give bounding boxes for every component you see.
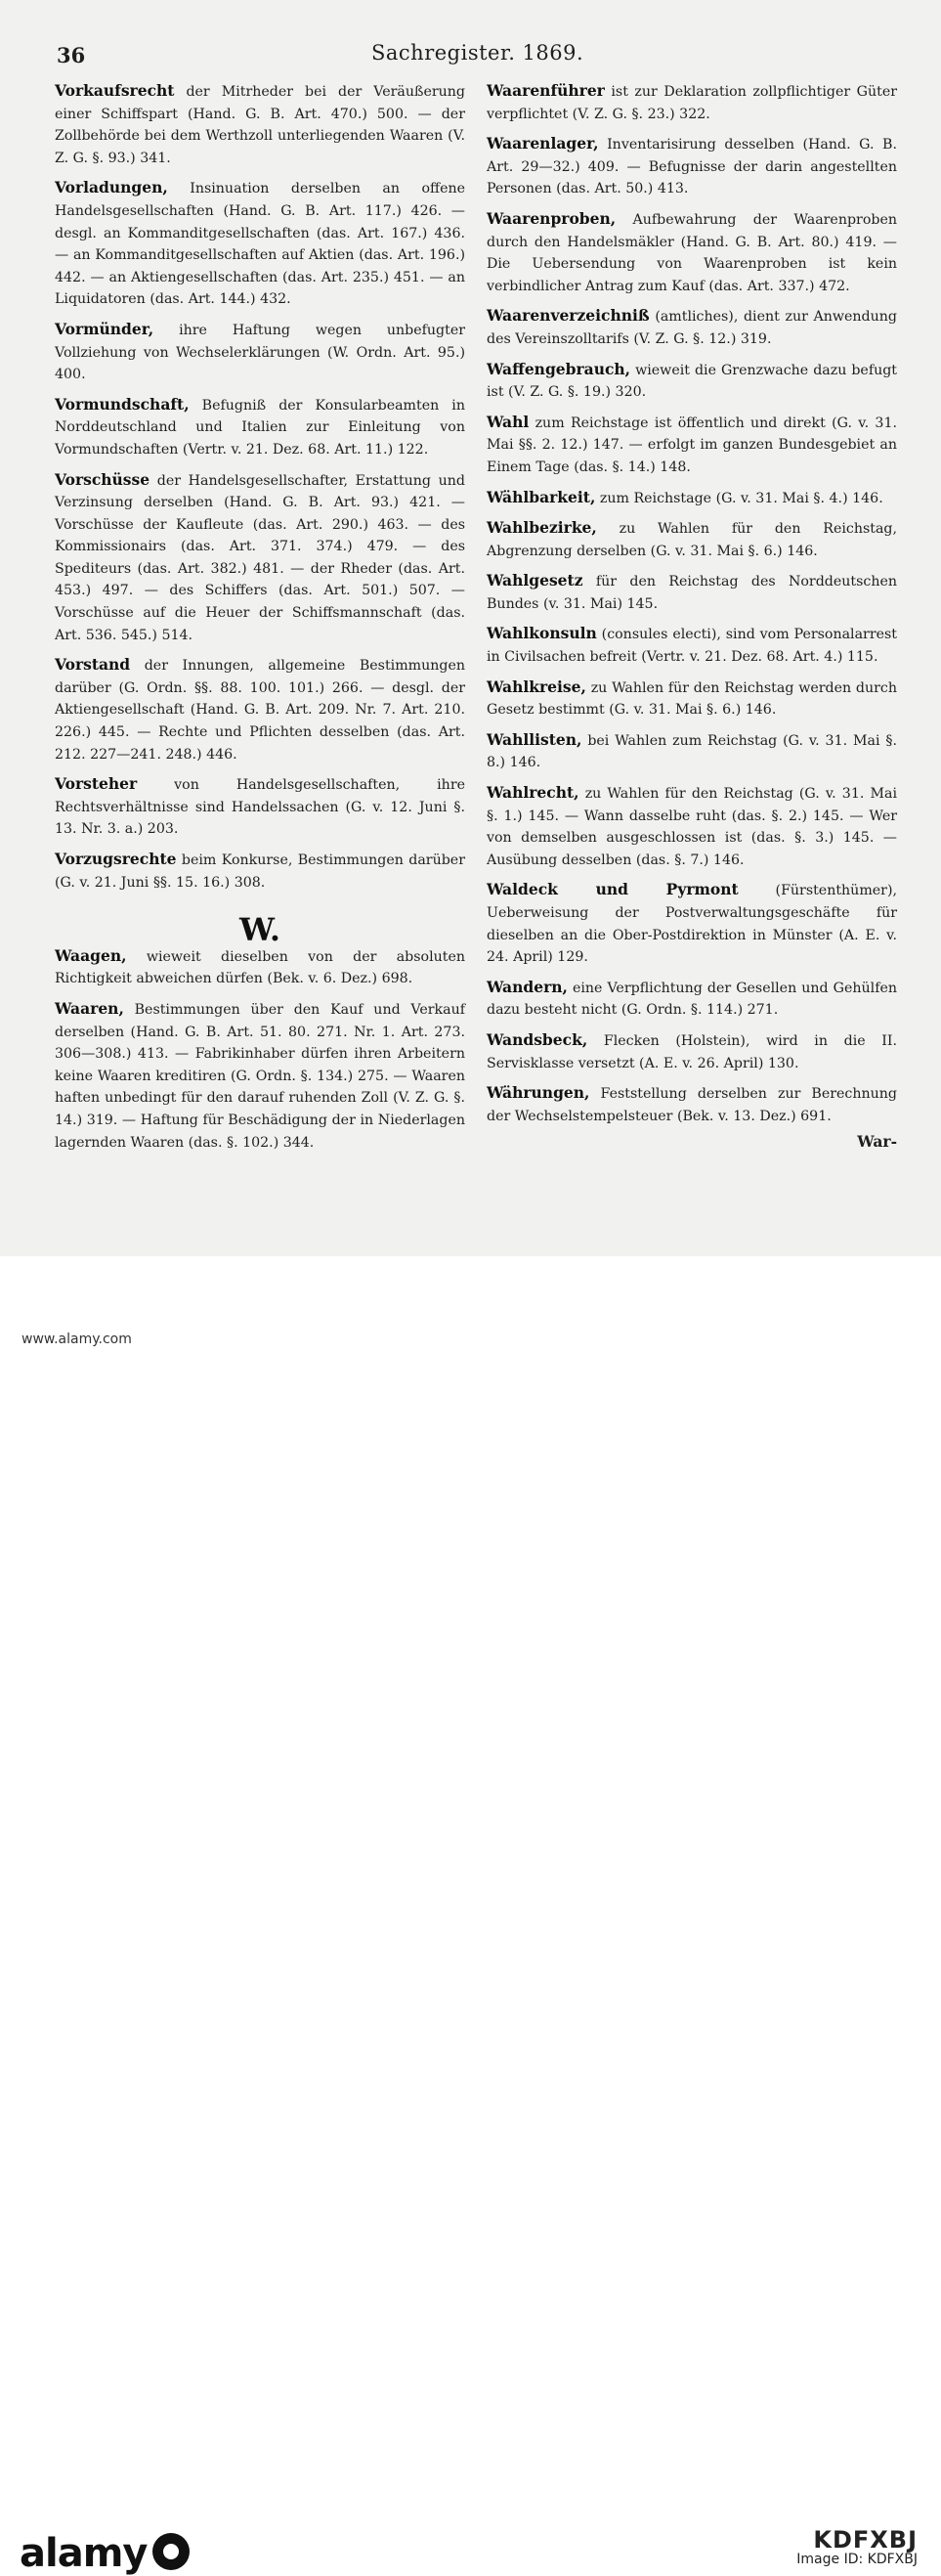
- entry-text: eine Verpflichtung der Gesellen und Gehülfen dazu besteht nicht (G. Ordn. §. 114.) 271.: [487, 980, 897, 1019]
- catchword: War-: [857, 1132, 897, 1152]
- index-entry: [487, 677, 897, 721]
- entry-headword: Vorschüsse: [55, 469, 150, 489]
- entry-text: zu Wahlen für den Reichstag, Abgrenzung derselben (G. v. 31. Mai §. 6.) 146.: [487, 521, 897, 559]
- entry-headword: Waarenführer: [487, 81, 605, 100]
- scanned-page: [0, 0, 941, 1256]
- entry-text: Inventarisirung desselben (Hand. G. B. Art. 29—32.) 409. — Befugnisse der darin angestellten Personen (das. Art. 50.) 413.: [487, 137, 897, 197]
- entry-text: beim Konkurse, Bestimmungen darüber (G. v. 21. Juni §§. 15. 16.) 308.: [55, 852, 465, 891]
- logo-mark-icon: [152, 2533, 190, 2570]
- image-id-block: [796, 2526, 918, 2569]
- index-entry: [487, 208, 897, 297]
- index-entry: [487, 133, 897, 200]
- entry-headword: Wahlrecht,: [487, 783, 579, 803]
- entry-text: ist zur Deklaration zollpflichtiger Güter verpflichtet (V. Z. G. §. 23.) 322.: [487, 84, 897, 122]
- entry-headword: Vorzugsrechte: [55, 850, 177, 868]
- entry-text: ihre Haftung wegen unbefugter Vollziehung von Wechselerklärungen (W. Ordn. Art. 95.) 400.: [55, 322, 465, 383]
- entry-headword: Waffengebrauch,: [487, 359, 631, 378]
- index-entry: [487, 1029, 897, 1074]
- entry-text: zum Reichstage ist öffentlich und direkt (G. v. 31. Mai §§. 2. 12.) 147. — erfolgt im ganzen Bundesgebiet an Einem Tage (das. §. 14.) 148.: [487, 415, 897, 475]
- entry-text: Feststellung derselben zur Berechnung der Wechselstempelsteuer (Bek. v. 13. Dez.) 691.: [487, 1086, 897, 1124]
- right-entries: [487, 80, 897, 1127]
- entry-headword: Wählbarkeit,: [487, 487, 596, 506]
- entry-headword: Wandsbeck,: [487, 1029, 588, 1049]
- index-entry: [487, 729, 897, 774]
- image-code: KDFXBJ: [813, 2526, 918, 2554]
- entry-headword: Wahlbezirke,: [487, 518, 597, 538]
- entry-text: wieweit dieselben von der absoluten Richtigkeit abweichen dürfen (Bek. v. 6. Dez.) 698.: [55, 948, 465, 987]
- entry-text: Bestimmungen über den Kauf und Verkauf derselben (Hand. G. B. Art. 51. 80. 271. Nr. 1. Art. 273. 306—308.) 413. — Fabrikinhaber dürfen ihren Arbeitern keine Waaren kreditiren (G. Ordn. §. 134.) 275. — Waaren haften unbedingt für den darauf ruhenden Zoll (V. Z. G. §. 14.) 319. — Haftung für Beschädigung der in Niederlagen lagernden Waaren (das. §. 102.) 344.: [55, 1001, 465, 1151]
- entry-headword: Waaren,: [55, 998, 124, 1018]
- entry-text: der Handelsgesellschafter, Erstattung und Verzinsung derselben (Hand. G. B. Art. 93.) 421. — Vorschüsse der Kaufleute (das. Art. 290.) 463. — des Kommissionairs (das. Art. 371. 374.) 479. — des Spediteurs (das. Art. 382.) 481. — der Rheder (das. Art. 453.) 497. — des Schiffers (das. Art. 501.) 507. — Vorschüsse auf die Heuer der Schiffsmannschaft (das. Art. 536. 545.) 514.: [55, 472, 465, 643]
- index-entry: [487, 517, 897, 562]
- brand-name: alamy: [20, 2531, 148, 2576]
- index-entry: [487, 782, 897, 871]
- entry-headword: Vorladungen,: [55, 178, 168, 197]
- entry-headword: Vormünder,: [55, 319, 154, 338]
- entry-headword: Vorstand: [55, 655, 131, 675]
- left-entries-w: [55, 945, 465, 1154]
- entry-headword: Wahlkonsuln: [487, 624, 597, 643]
- entry-text: bei Wahlen zum Reichstag (G. v. 31. Mai §. 8.) 146.: [487, 732, 897, 771]
- entry-text: Flecken (Holstein), wird in die II. Servisklasse versetzt (A. E. v. 26. April) 130.: [487, 1032, 897, 1071]
- right-column: [487, 80, 897, 1154]
- index-entry: [487, 879, 897, 968]
- index-entry: [55, 177, 465, 311]
- left-entries: [55, 80, 465, 894]
- index-entry: [487, 412, 897, 479]
- index-entry: [55, 773, 465, 841]
- index-entry: [487, 1082, 897, 1127]
- entry-text: zum Reichstage (G. v. 31. Mai §. 4.) 146.: [599, 490, 883, 506]
- brand-logo: [20, 2529, 190, 2576]
- stock-footer: [0, 1256, 941, 2576]
- entry-headword: Wahlkreise,: [487, 677, 586, 696]
- left-column: [55, 80, 465, 1161]
- entry-headword: Wahlgesetz: [487, 571, 583, 590]
- entry-text: von Handelsgesellschaften, ihre Rechtsverhältnisse sind Handelssachen (G. v. 12. Juni §. 13. Nr. 3. a.) 203.: [55, 777, 465, 838]
- index-entry: [487, 80, 897, 125]
- index-entry: [55, 654, 465, 765]
- entry-headword: Waagen,: [55, 945, 127, 965]
- index-entry: [487, 570, 897, 615]
- entry-headword: Waarenproben,: [487, 208, 617, 228]
- entry-headword: Vormundschaft,: [55, 394, 190, 414]
- entry-text: Insinuation derselben an offene Handelsgesellschaften (Hand. G. B. Art. 117.) 426. — desgl. an Kommanditgesellschaften (das. Art. 167.) 436. — an Kommanditgesellschaften auf Aktien (das. Art. 196.) 442. — an Aktiengesellschaften (das. Art. 235.) 451. — an Liquidatoren (das. Art. 144.) 432.: [55, 181, 466, 308]
- entry-text: wieweit die Grenzwache dazu befugt ist (V. Z. G. §. 19.) 320.: [487, 362, 897, 401]
- index-entry: [55, 469, 465, 647]
- index-entry: [55, 849, 465, 894]
- index-entry: [487, 359, 897, 404]
- entry-text: (consules electi), sind vom Personalarrest in Civilsachen befreit (Vertr. v. 21. Dez. 68. Art. 4.) 115.: [487, 627, 897, 666]
- index-entry: [55, 319, 465, 386]
- entry-text: der Innungen, allgemeine Bestimmungen darüber (G. Ordn. §§. 88. 100. 101.) 266. — desgl. der Aktiengesellschaft (Hand. G. B. Art. 209. Nr. 7. Art. 210. 226.) 445. — Rechte und Pflichten desselben (das. Art. 212. 227—241. 248.) 446.: [55, 658, 465, 763]
- entry-headword: Waarenlager,: [487, 134, 599, 153]
- index-entry: [55, 945, 465, 990]
- entry-headword: Währungen,: [487, 1083, 590, 1103]
- page-number: 36: [57, 43, 86, 67]
- entry-text: für den Reichstag des Norddeutschen Bundes (v. 31. Mai) 145.: [487, 574, 897, 612]
- index-entry: [55, 80, 465, 169]
- entry-text: der Mitrheder bei der Veräußerung einer Schiffspart (Hand. G. B. Art. 470.) 500. — der Zollbehörde bei dem Werthzoll unterliegenden Waaren (V. Z. G. §. 93.) 341.: [55, 84, 465, 166]
- index-entry: [55, 998, 465, 1154]
- entry-headword: Wahllisten,: [487, 729, 582, 749]
- site-url[interactable]: www.alamy.com: [21, 1332, 132, 1347]
- section-letter: W.: [238, 911, 281, 949]
- index-entry: [487, 623, 897, 668]
- index-entry: [487, 305, 897, 350]
- entry-headword: Vorsteher: [55, 774, 138, 794]
- entry-headword: Waldeck und Pyrmont: [487, 880, 739, 899]
- index-entry: [487, 487, 897, 510]
- entry-text: zu Wahlen für den Reichstag (G. v. 31. Mai §. 1.) 145. — Wann dasselbe ruht (das. §. 2.) 145. — Wer von demselben ausgeschlossen ist (das. §. 3.) 145. — Ausübung desselben (das. §. 7.) 146.: [487, 786, 898, 868]
- running-title: Sachregister. 1869.: [371, 41, 584, 65]
- index-entry: [487, 977, 897, 1022]
- image-id-label: Image ID: KDFXBJ: [796, 2552, 918, 2567]
- entry-headword: Wahl: [487, 412, 530, 431]
- entry-text: Befugniß der Konsularbeamten in Norddeutschland und Italien zur Einleitung von Vormundschaften (Vertr. v. 21. Dez. 68. Art. 11.) 122.: [55, 397, 465, 458]
- entry-headword: Vorkaufsrecht: [55, 81, 175, 100]
- entry-headword: Wandern,: [487, 977, 568, 996]
- entry-text: zu Wahlen für den Reichstag werden durch Gesetz bestimmt (G. v. 31. Mai §. 6.) 146.: [487, 679, 897, 719]
- entry-headword: Waarenverzeichniß: [487, 306, 650, 326]
- entry-text: Aufbewahrung der Waarenproben durch den Handelsmäkler (Hand. G. B. Art. 80.) 419. — Die Uebersendung von Waarenproben ist kein verbindlicher Antrag zum Kauf (das. Art. 337.) 472.: [487, 211, 897, 294]
- entry-text: (amtliches), dient zur Anwendung des Vereinszolltarifs (V. Z. G. §. 12.) 319.: [487, 309, 897, 347]
- entry-text: (Fürstenthümer), Ueberweisung der Postverwaltungsgeschäfte für dieselben an die Ober-Postdirektion in Münster (A. E. v. 24. April) 129.: [487, 883, 897, 966]
- index-entry: [55, 394, 465, 461]
